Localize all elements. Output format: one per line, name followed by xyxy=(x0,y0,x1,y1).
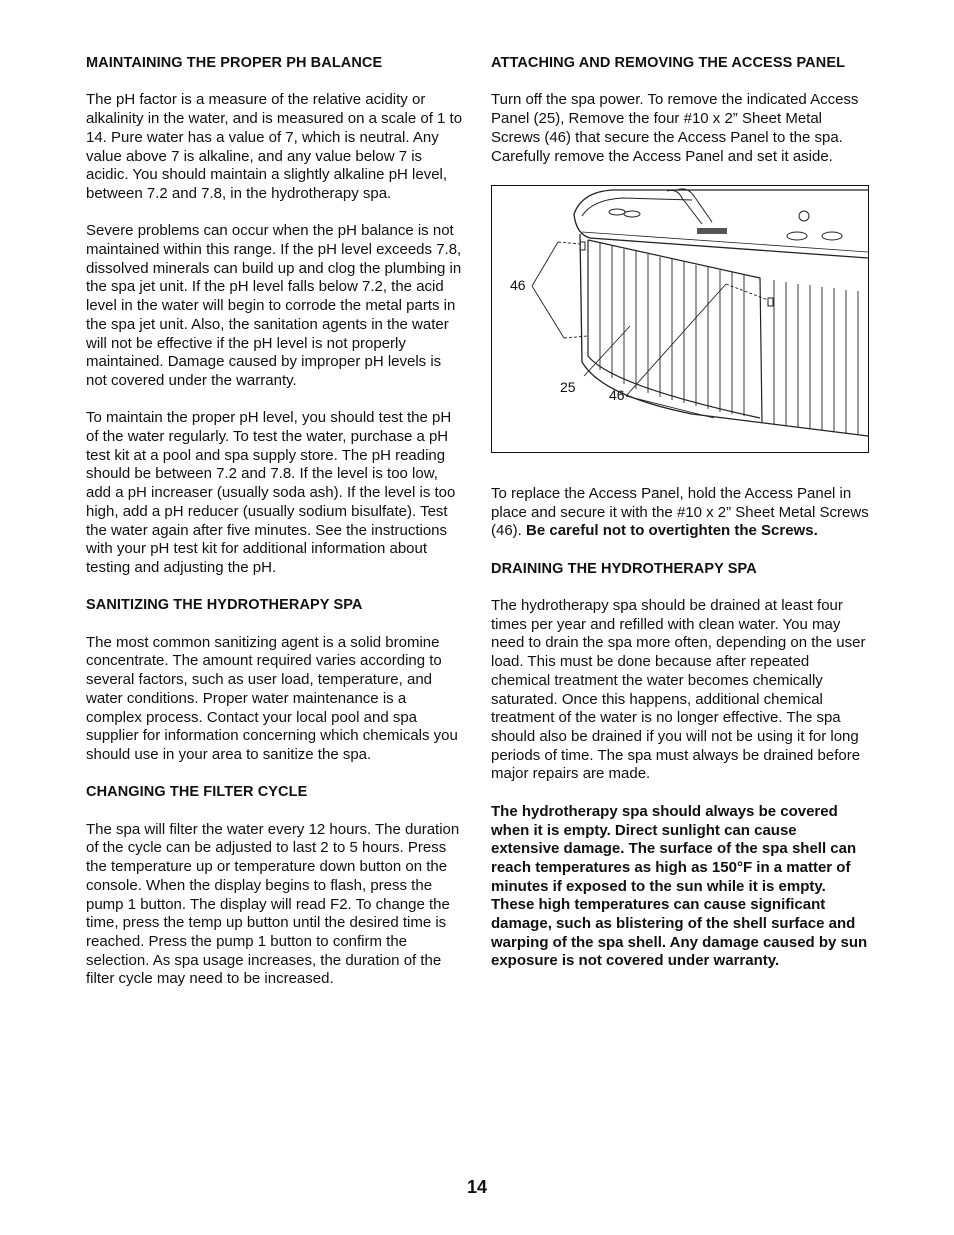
right-column xyxy=(491,54,869,990)
ph-paragraph-3: To maintain the proper pH level, you should test the pH of the water regularly. To test the water, purchase a pH test kit at a pool and spa supply store. The pH reading should be between 7.2 and 7.8. If the level is too low, add a pH increaser (usually soda ash). If the level is too high, add a pH reducer (usually sodium bisulfate). Test the water again after five minutes. See the instructions with your pH test kit for additional information about testing and adjusting the pH. xyxy=(86,409,456,576)
left-column xyxy=(86,54,466,1008)
sanitizing-paragraph: The most common sanitizing agent is a solid bromine concentrate. The amount required varies according to several factors, such as user load, temperature, and water conditions. Proper water maintenance is a complex process. Contact your local pool and spa supplier for information concerning which chemicals you should use in your area to sanitize the spa. xyxy=(86,633,458,763)
page-number: 14 xyxy=(466,1177,488,1197)
ph-heading: MAINTAINING THE PROPER PH BALANCE xyxy=(86,55,383,71)
spa-illustration xyxy=(492,186,868,452)
spa-access-panel-figure xyxy=(491,185,869,453)
access-panel-paragraph: Turn off the spa power. To remove the indicated Access Panel (25), Remove the four #10 x 2” Sheet Metal Screws (46) that secure the Access Panel to the spa. Carefully remove the Access Panel and set it aside. xyxy=(491,91,859,165)
access-panel-heading: ATTACHING AND REMOVING THE ACCESS PANEL xyxy=(491,55,846,71)
filter-cycle-paragraph: The spa will filter the water every 12 hours. The duration of the cycle can be adjusted to last 2 to 5 hours. Press the temperature up or temperature down button on the console. When the display begins to flash, press the pump 1 button. The display will read F2. To change the time, press the temp up button until the desired time is reached. Press the pump 1 button to confirm the selection. As spa usage increases, the duration of the filter cycle may need to be increased. xyxy=(86,820,460,988)
replace-panel-paragraph xyxy=(491,485,869,541)
sanitizing-heading: SANITIZING THE HYDROTHERAPY SPA xyxy=(86,597,363,614)
replace-panel-caution: Be careful not to overtighten the Screws. xyxy=(526,522,818,540)
callout-46-lower: 46 xyxy=(609,386,625,403)
filter-cycle-heading: CHANGING THE FILTER CYCLE xyxy=(86,784,308,801)
draining-paragraph: The hydrotherapy spa should be drained at least four times per year and refilled with clean water. You may need to drain the spa more often, depending on the user load. This must be done because after repeated chemical treatment the water becomes chemically saturated. Once this happens, additional chemical treatment of the water is no longer effective. The spa should also be drained if you will not be using it for long periods of time. The spa must always be drained before major repairs are made. xyxy=(491,597,866,783)
draining-warning: The hydrotherapy spa should always be covered when it is empty. Direct sunlight can cause extensive damage. The surface of the spa shell can reach temperatures as high as 150°F in a matter of minutes if exposed to the sun while it is empty. These high temperatures can cause significant damage, such as blistering of the shell surface and warping of the spa shell. Any damage caused by sun exposure is not covered under warranty. xyxy=(491,802,868,970)
callout-46-upper: 46 xyxy=(510,276,526,293)
callout-25: 25 xyxy=(560,378,576,395)
replace-panel-text: To replace the Access Panel, hold the Access Panel in place and secure it with the #10 x 2” Sheet Metal Screws (46). xyxy=(491,484,869,540)
ph-paragraph-2: Severe problems can occur when the pH balance is not maintained within this range. If the pH level exceeds 7.8, dissolved minerals can build up and clog the plumbing in the spa jet unit. If the pH level falls below 7.2, the acid level in the water will begin to corrode the metal parts in the spa jet unit. Also, the sanitation agents in the water will not be effective if the pH level is not properly maintained. Damage caused by improper pH levels is not covered under the warranty. xyxy=(86,222,462,389)
draining-heading: DRAINING THE HYDROTHERAPY SPA xyxy=(491,560,757,577)
ph-paragraph-1: The pH factor is a measure of the relative acidity or alkalinity in the water, and is measured on a scale of 1 to 14. Pure water has a value of 7, which is neutral. Any value above 7 is alkaline, and any value below 7 is acidic. You should maintain a slightly alkaline pH level, between 7.2 and 7.8, in the hydrotherapy spa. xyxy=(86,91,463,202)
